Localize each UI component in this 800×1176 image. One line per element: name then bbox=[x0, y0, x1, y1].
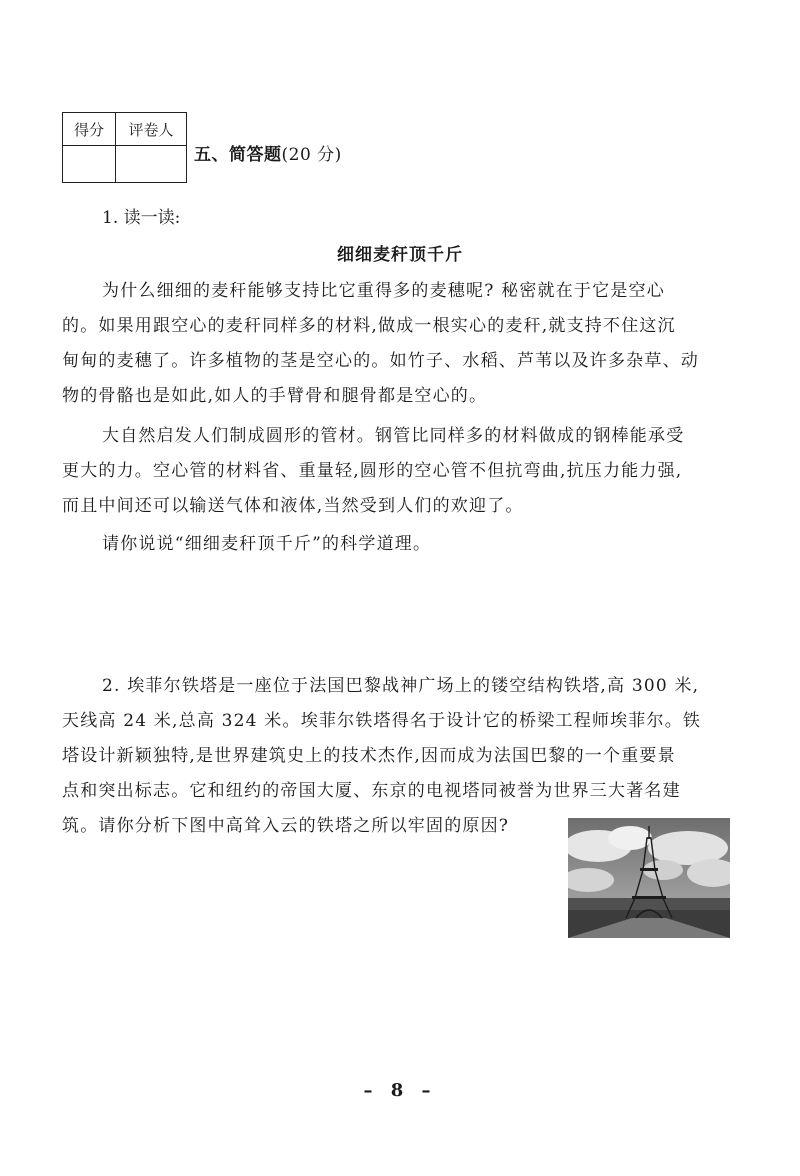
article-title: 细细麦秆顶千斤 bbox=[337, 245, 463, 265]
q1-line-2: 的。如果用跟空心的麦秆同样多的材料,做成一根实心的麦秆,就支持不住这沉 bbox=[62, 316, 676, 336]
q1-line-4: 物的骨骼也是如此,如人的手臂骨和腿骨都是空心的。 bbox=[62, 386, 488, 406]
q1-line-5: 大自然启发人们制成圆形的管材。钢管比同样多的材料做成的钢棒能承受 bbox=[102, 426, 685, 446]
q1-line-3: 甸甸的麦穗了。许多植物的茎是空心的。如竹子、水稻、芦苇以及许多杂草、动 bbox=[62, 351, 699, 371]
grader-label: 评卷人 bbox=[116, 113, 187, 146]
q2-line-5: 筑。请你分析下图中高耸入云的铁塔之所以牢固的原因? bbox=[62, 816, 510, 836]
score-cell bbox=[63, 146, 116, 183]
q1-label: 1. 读一读: bbox=[102, 208, 181, 228]
q1-line-7: 而且中间还可以输送气体和液体,当然受到人们的欢迎了。 bbox=[62, 496, 524, 516]
score-box bbox=[62, 112, 187, 183]
q1-line-8: 请你说说“细细麦秆顶千斤”的科学道理。 bbox=[102, 534, 432, 554]
eiffel-tower-icon bbox=[568, 818, 730, 938]
q1-line-1: 为什么细细的麦秆能够支持比它重得多的麦穗呢? 秘密就在于它是空心 bbox=[102, 281, 665, 301]
page-number: – 8 – bbox=[363, 1080, 437, 1101]
grader-cell bbox=[116, 146, 187, 183]
score-label: 得分 bbox=[63, 113, 116, 146]
q2-line-3: 塔设计新颖独特,是世界建筑史上的技术杰作,因而成为法国巴黎的一个重要景 bbox=[62, 746, 676, 766]
q2-line-4: 点和突出标志。它和纽约的帝国大厦、东京的电视塔同被誉为世界三大著名建 bbox=[62, 781, 681, 801]
eiffel-tower-photo bbox=[568, 818, 730, 938]
section-title bbox=[194, 140, 342, 165]
q2-line-2: 天线高 24 米,总高 324 米。埃菲尔铁塔得名于设计它的桥梁工程师埃菲尔。铁 bbox=[62, 711, 702, 731]
section-title-text: 五、简答题 bbox=[194, 145, 282, 165]
section-points: (20 分) bbox=[281, 145, 342, 165]
q1-line-6: 更大的力。空心管的材料省、重量轻,圆形的空心管不但抗弯曲,抗压力能力强, bbox=[62, 461, 683, 481]
q2-line-1: 2. 埃菲尔铁塔是一座位于法国巴黎战神广场上的镂空结构铁塔,高 300 米, bbox=[102, 676, 700, 696]
